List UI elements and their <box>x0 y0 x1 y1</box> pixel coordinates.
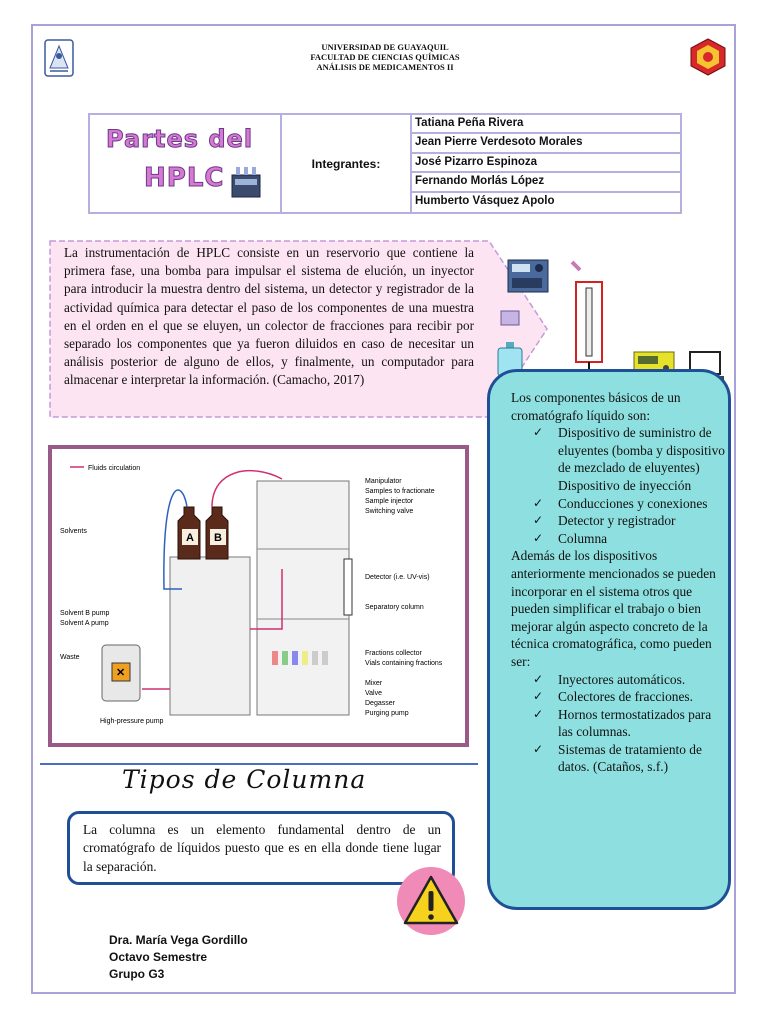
diagram-label: Purging pump <box>365 710 409 717</box>
additional-intro: Además de los dispositivos anteriormente mencionados se pueden incorporar en el sistema otros que pueden simplificar el trabajo o bien mejorar algún aspecto concreto de la técnica cromatográfica, como pueden ser: <box>511 548 716 669</box>
legend-label: Fluids circulation <box>88 465 141 472</box>
diagram-label: Fractions collector <box>365 650 422 657</box>
list-item: ✓ Conducciones y conexiones <box>511 495 726 513</box>
members-list <box>412 115 680 212</box>
hplc-diagram <box>52 449 465 743</box>
bottle-b-label: B <box>214 532 222 544</box>
diagram-label: Valve <box>365 690 382 697</box>
diagram-label: Separatory column <box>365 604 424 611</box>
member-name: Humberto Vásquez Apolo <box>415 194 555 207</box>
components-intro: Los componentes básicos de un cromatógrafo líquido son: <box>511 390 681 423</box>
member-name: Fernando Morlás López <box>412 173 680 192</box>
member-name: José Pizarro Espinoza <box>412 154 680 173</box>
semester: Octavo Semestre <box>109 950 208 964</box>
list-item: ✓ Dispositivo de suministro de eluyentes (bomba y dispositivo de mezclado de eluyentes) Dispositivo de inyección <box>511 424 726 494</box>
intro-text: La instrumentación de HPLC consiste en un reservorio que contiene la primera fase, una bomba para impulsar el sistema de elución, un inyector para introducir la muestra dentro del sistema, un detector y registrador de la actividad química para detectar el paso de los componentes de una muestra en el orden en el que se eluyen, un colector de fracciones para recibir por separado los componentes que ya fueron diluidos en caso de necesitar un análisis posterior de alguno de ellos, y finalmente, un computador para almacenar e interpretar la información. (Camacho, 2017) <box>64 245 474 388</box>
list-item: ✓ Inyectores automáticos. <box>511 671 726 689</box>
diagram-label: Manipulator <box>365 478 402 485</box>
list-item: ✓ Hornos termostatizados para las columnas. <box>511 706 726 741</box>
collector-cabinet <box>257 481 349 715</box>
additional-components-list <box>511 671 726 777</box>
diagram-label: Degasser <box>365 700 395 707</box>
svg-text:✕: ✕ <box>116 667 126 679</box>
column-icon <box>562 258 612 378</box>
diagram-label: Samples to fractionate <box>365 488 435 495</box>
title-line-1: Partes del <box>106 125 254 153</box>
university-header <box>240 42 530 72</box>
diagram-label: Waste <box>60 654 80 661</box>
list-item: ✓ Colectores de fracciones. <box>511 688 726 706</box>
footer <box>109 932 248 983</box>
member-name: Tatiana Peña Rivera <box>412 115 680 134</box>
bottle-a-label: A <box>186 532 194 544</box>
course-name: ANÁLISIS DE MEDICAMENTOS II <box>316 62 454 72</box>
group: Grupo G3 <box>109 967 165 981</box>
member-name: Jean Pierre Verdesoto Morales <box>412 134 680 153</box>
column-info-text: La columna es un elemento fundamental dentro de un cromatógrafo de líquidos puesto que es en ella donde tiene lugar la separación. <box>83 822 441 874</box>
diagram-label: Solvents <box>60 528 87 535</box>
components-text <box>511 389 726 776</box>
lcd-controller-icon <box>506 256 552 296</box>
faculty-logo <box>690 38 726 76</box>
warning-icon <box>395 865 467 937</box>
diagram-label: High-pressure pump <box>100 718 164 725</box>
diagram-label: Solvent A pump <box>60 620 109 627</box>
integrantes-label: Integrantes: <box>282 115 412 212</box>
diagram-label: Detector (i.e. UV-vis) <box>365 574 430 581</box>
title-table <box>88 113 682 214</box>
hplc-diagram-frame <box>48 445 469 747</box>
list-item: ✓ Detector y registrador <box>511 512 726 530</box>
basic-components-list <box>511 424 726 547</box>
hplc-device-icon <box>230 165 262 199</box>
diagram-label: Solvent B pump <box>60 610 110 617</box>
list-item: ✓ Sistemas de tratamiento de datos. (Cataños, s.f.) <box>511 741 726 776</box>
diagram-label: Sample injector <box>365 498 414 505</box>
list-item: ✓ Columna <box>511 530 726 548</box>
university-name: UNIVERSIDAD DE GUAYAQUIL <box>321 42 449 52</box>
author-name: Dra. María Vega Gordillo <box>109 933 248 947</box>
title-line-2: HPLC <box>144 163 225 193</box>
faculty-name: FACULTAD DE CIENCIAS QUÍMICAS <box>310 52 460 62</box>
injector-icon <box>498 308 524 328</box>
diagram-label: Vials containing fractions <box>365 660 443 667</box>
diagram-label: Mixer <box>365 680 383 687</box>
section-title: Tipos de Columna <box>122 765 367 794</box>
pump-cabinet <box>170 557 250 715</box>
university-logo <box>42 38 76 78</box>
diagram-label: Switching valve <box>365 508 414 515</box>
separatory-column <box>344 559 352 615</box>
title-cell <box>90 115 282 212</box>
